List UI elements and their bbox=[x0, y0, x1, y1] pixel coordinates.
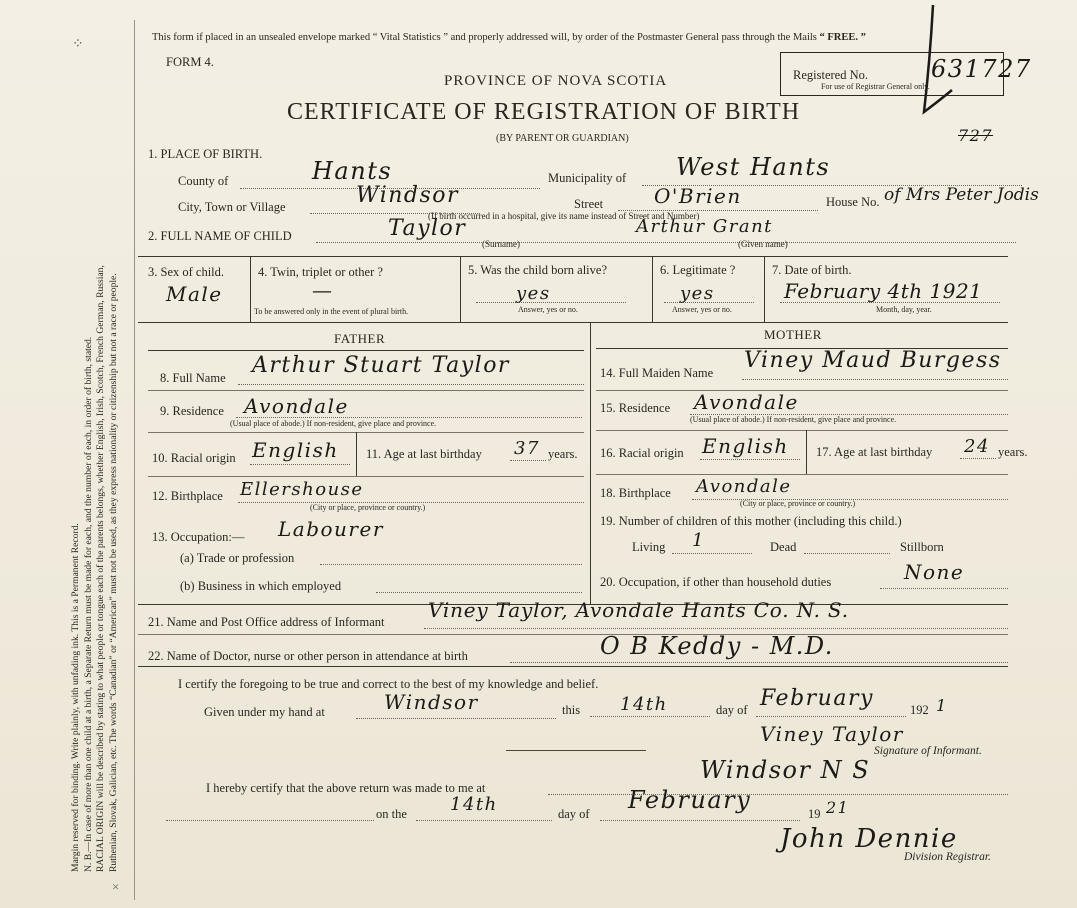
father-race-line bbox=[250, 464, 350, 465]
mother-age-value: 24 bbox=[964, 436, 990, 457]
on-the-lead-line bbox=[166, 820, 374, 821]
col-divider-3 bbox=[652, 256, 653, 322]
this-label: this bbox=[562, 703, 581, 717]
given-month-line bbox=[756, 716, 906, 717]
county-label: County of bbox=[178, 174, 229, 188]
registrar-place: Windsor N S bbox=[700, 756, 871, 784]
place-heading: 1. PLACE OF BIRTH. bbox=[148, 147, 263, 161]
house-value: of Mrs Peter Jodis bbox=[884, 185, 1039, 205]
street-value: O'Brien bbox=[654, 184, 742, 208]
legit-value: yes bbox=[680, 283, 715, 304]
col-divider-1 bbox=[250, 256, 251, 322]
children-label: 19. Number of children of this mother (including this child.) bbox=[600, 514, 902, 528]
registration-box bbox=[780, 52, 1032, 96]
city-value: Windsor bbox=[356, 183, 460, 208]
given-place: Windsor bbox=[384, 690, 479, 714]
father-birthplace-value: Ellershouse bbox=[240, 479, 364, 500]
informant-value: Viney Taylor, Avondale Hants Co. N. S. bbox=[428, 598, 849, 622]
doctor-value: O B Keddy - M.D. bbox=[600, 632, 834, 660]
mother-race-line bbox=[700, 459, 800, 460]
mother-age-label: 17. Age at last birthday bbox=[816, 445, 933, 459]
given-day-line bbox=[590, 716, 710, 717]
father-residence-label: 9. Residence bbox=[160, 404, 224, 418]
father-age-line bbox=[510, 460, 546, 461]
registered-number: 631727 bbox=[931, 55, 1032, 83]
father-name-line bbox=[238, 384, 584, 385]
year-prefix: 192 bbox=[910, 703, 929, 717]
registrar-place-line bbox=[548, 794, 1008, 795]
municipality-value: West Hants bbox=[676, 153, 831, 181]
reg-day-line bbox=[416, 820, 552, 821]
reg-year-digits: 21 bbox=[826, 798, 850, 817]
father-residence-note: (Usual place of abode.) If non-resident, give place and province. bbox=[230, 419, 437, 428]
registrar-statement: I hereby certify that the above return was made to me at bbox=[206, 781, 486, 795]
legit-note: Answer, yes or no. bbox=[672, 305, 732, 314]
father-race-label: 10. Racial origin bbox=[152, 451, 236, 465]
col-divider-4 bbox=[764, 256, 765, 322]
mother-race-value: English bbox=[702, 434, 789, 458]
municipality-label: Municipality of bbox=[548, 171, 627, 185]
witness-line bbox=[506, 750, 646, 751]
mother-name-label: 14. Full Maiden Name bbox=[600, 366, 714, 380]
reg-month-line bbox=[600, 820, 800, 821]
province-heading: PROVINCE OF NOVA SCOTIA bbox=[444, 73, 668, 89]
row-divider-parents bbox=[138, 322, 1008, 323]
city-label: City, Town or Village bbox=[178, 200, 286, 214]
subtitle: (BY PARENT OR GUARDIAN) bbox=[496, 133, 629, 144]
given-month: February bbox=[760, 686, 874, 711]
living-line bbox=[672, 553, 752, 554]
margin-line-1: Margin reserved for binding. Write plainly, with unfading ink. This is a Permanent Record. bbox=[70, 523, 81, 872]
given-label: Given under my hand at bbox=[204, 705, 325, 719]
child-given-names: Arthur Grant bbox=[636, 216, 773, 237]
twin-label: 4. Twin, triplet or other ? bbox=[258, 265, 383, 279]
mother-birthplace-label: 18. Birthplace bbox=[600, 486, 671, 500]
certify-statement: I certify the foregoing to be true and correct to the best of my knowledge and belief. bbox=[178, 677, 599, 691]
child-surname: Taylor bbox=[388, 216, 467, 241]
mother-row-rule-1 bbox=[596, 390, 1008, 391]
given-year-digit: 1 bbox=[936, 696, 948, 715]
street-label: Street bbox=[574, 197, 604, 211]
postal-note: This form if placed in an unsealed envelope marked “ Vital Statistics ” and properly addressed will, by order of the Postmaster General pass through the Mails “ FREE. ” bbox=[152, 32, 866, 43]
day-of-label: day of bbox=[716, 703, 748, 717]
form-number: FORM 4. bbox=[166, 55, 214, 69]
sex-label: 3. Sex of child. bbox=[148, 265, 225, 279]
signature-label: Signature of Informant. bbox=[874, 745, 982, 757]
row-divider-doctor bbox=[138, 634, 1008, 635]
father-row-rule-2 bbox=[148, 432, 584, 433]
living-label: Living bbox=[632, 540, 666, 554]
county-value: Hants bbox=[312, 157, 393, 185]
given-place-line bbox=[356, 718, 556, 719]
trade-label: (a) Trade or profession bbox=[180, 551, 295, 565]
dob-value: February 4th 1921 bbox=[784, 279, 983, 303]
reg-day-of-label: day of bbox=[558, 807, 590, 821]
alive-value: yes bbox=[516, 283, 551, 304]
registrar-label: Division Registrar. bbox=[904, 851, 991, 863]
mother-residence-value: Avondale bbox=[694, 390, 799, 414]
father-name-label: 8. Full Name bbox=[160, 371, 226, 385]
father-row-rule-3 bbox=[148, 476, 584, 477]
mother-age-line bbox=[960, 458, 996, 459]
informant-label: 21. Name and Post Office address of Informant bbox=[148, 615, 385, 629]
alive-line bbox=[476, 302, 626, 303]
father-occupation-value: Labourer bbox=[278, 517, 384, 541]
mother-row-rule-2 bbox=[596, 430, 1008, 431]
on-the-label: on the bbox=[376, 807, 407, 821]
registered-label: Registered No. bbox=[793, 68, 868, 82]
mother-birthplace-value: Avondale bbox=[696, 476, 792, 497]
punch-mark: ⁘ bbox=[72, 37, 84, 52]
child-name-line bbox=[316, 242, 1016, 243]
margin-line-3: RACIAL ORIGIN will be described by stating to what people or tongue each of the parents belongs, whether English, Irish, Scotch, French German, Russian, bbox=[95, 265, 106, 872]
mother-occupation-label: 20. Occupation, if other than household duties bbox=[600, 575, 832, 589]
father-birthplace-label: 12. Birthplace bbox=[152, 489, 223, 503]
dob-note: Month, day, year. bbox=[876, 305, 932, 314]
parents-divider bbox=[590, 322, 591, 604]
father-race-value: English bbox=[252, 438, 339, 462]
mother-residence-label: 15. Residence bbox=[600, 401, 671, 415]
business-line bbox=[376, 592, 582, 593]
binding-margin-line bbox=[134, 20, 135, 900]
dead-line bbox=[804, 553, 890, 554]
margin-line-4: Ruthenian, Slovak, Galician, etc. The words “Canadian” or “American” must not be used, as they express nationality or citizenship but not a race or people. bbox=[107, 273, 119, 872]
trade-line bbox=[320, 564, 582, 565]
doctor-label: 22. Name of Doctor, nurse or other person in attendance at birth bbox=[148, 649, 468, 663]
father-name-value: Arthur Stuart Taylor bbox=[252, 353, 510, 378]
father-age-label: 11. Age at last birthday bbox=[366, 447, 482, 461]
check-mark-stroke bbox=[900, 0, 960, 140]
old-number: 727 bbox=[958, 126, 994, 145]
mother-heading: MOTHER bbox=[764, 327, 822, 342]
sex-value: Male bbox=[166, 282, 223, 306]
living-value: 1 bbox=[692, 530, 705, 551]
father-heading: FATHER bbox=[334, 331, 386, 346]
row-divider-certify bbox=[138, 666, 1008, 667]
reg-month: February bbox=[628, 786, 752, 814]
row-divider-top bbox=[138, 256, 1008, 257]
father-race-divider bbox=[356, 432, 357, 476]
surname-note: (Surname) bbox=[482, 239, 520, 249]
mother-occupation-line bbox=[880, 588, 1008, 589]
page-title: CERTIFICATE OF REGISTRATION OF BIRTH bbox=[287, 99, 801, 125]
mother-years-label: years. bbox=[998, 445, 1028, 459]
col-divider-2 bbox=[460, 256, 461, 322]
registrar-signature: John Dennie bbox=[780, 824, 958, 854]
father-residence-value: Avondale bbox=[244, 394, 349, 418]
given-day: 14th bbox=[620, 694, 668, 715]
informant-signature: Viney Taylor bbox=[760, 722, 904, 746]
mother-row-rule-3 bbox=[596, 474, 1008, 475]
father-years-label: years. bbox=[548, 447, 578, 461]
reg-day: 14th bbox=[450, 794, 498, 815]
dead-label: Dead bbox=[770, 540, 797, 554]
corner-mark: × bbox=[112, 879, 120, 894]
registered-note: For use of Registrar General only. bbox=[821, 82, 930, 91]
informant-line bbox=[424, 628, 1008, 629]
margin-line-2: N. B.—In case of more than one child at a birth, a Separate Return must be made for each, and the number of each, in order of birth, stated. bbox=[82, 336, 94, 872]
mother-name-value: Viney Maud Burgess bbox=[744, 348, 1002, 373]
father-age-value: 37 bbox=[514, 438, 540, 459]
mother-birthplace-note: (City or place, province or country.) bbox=[740, 499, 856, 508]
hospital-note: (If birth occurred in a hospital, give its name instead of Street and Number) bbox=[428, 211, 700, 221]
house-label: House No. bbox=[826, 195, 880, 209]
father-heading-rule bbox=[148, 350, 584, 351]
twin-value: — bbox=[312, 278, 334, 302]
business-label: (b) Business in which employed bbox=[180, 579, 342, 593]
stillborn-label: Stillborn bbox=[900, 540, 944, 554]
child-name-label: 2. FULL NAME OF CHILD bbox=[148, 229, 292, 243]
legit-label: 6. Legitimate ? bbox=[660, 263, 736, 277]
mother-occupation-value: None bbox=[904, 560, 965, 584]
father-birthplace-note: (City or place, province or country.) bbox=[310, 503, 426, 512]
alive-label: 5. Was the child born alive? bbox=[468, 263, 608, 277]
father-row-rule-1 bbox=[148, 390, 584, 391]
mother-name-line bbox=[742, 379, 1008, 380]
dob-label: 7. Date of birth. bbox=[772, 263, 852, 277]
mother-race-label: 16. Racial origin bbox=[600, 446, 684, 460]
given-note: (Given name) bbox=[738, 239, 788, 249]
mother-race-divider bbox=[806, 430, 807, 474]
father-occupation-label: 13. Occupation:— bbox=[152, 530, 245, 544]
reg-year-prefix: 19 bbox=[808, 807, 821, 821]
twin-note: To be answered only in the event of plural birth. bbox=[254, 307, 409, 316]
margin-instructions bbox=[70, 42, 120, 872]
mother-residence-note: (Usual place of abode.) If non-resident, give place and province. bbox=[690, 415, 897, 424]
alive-note: Answer, yes or no. bbox=[518, 305, 578, 314]
doctor-line bbox=[510, 662, 1008, 663]
